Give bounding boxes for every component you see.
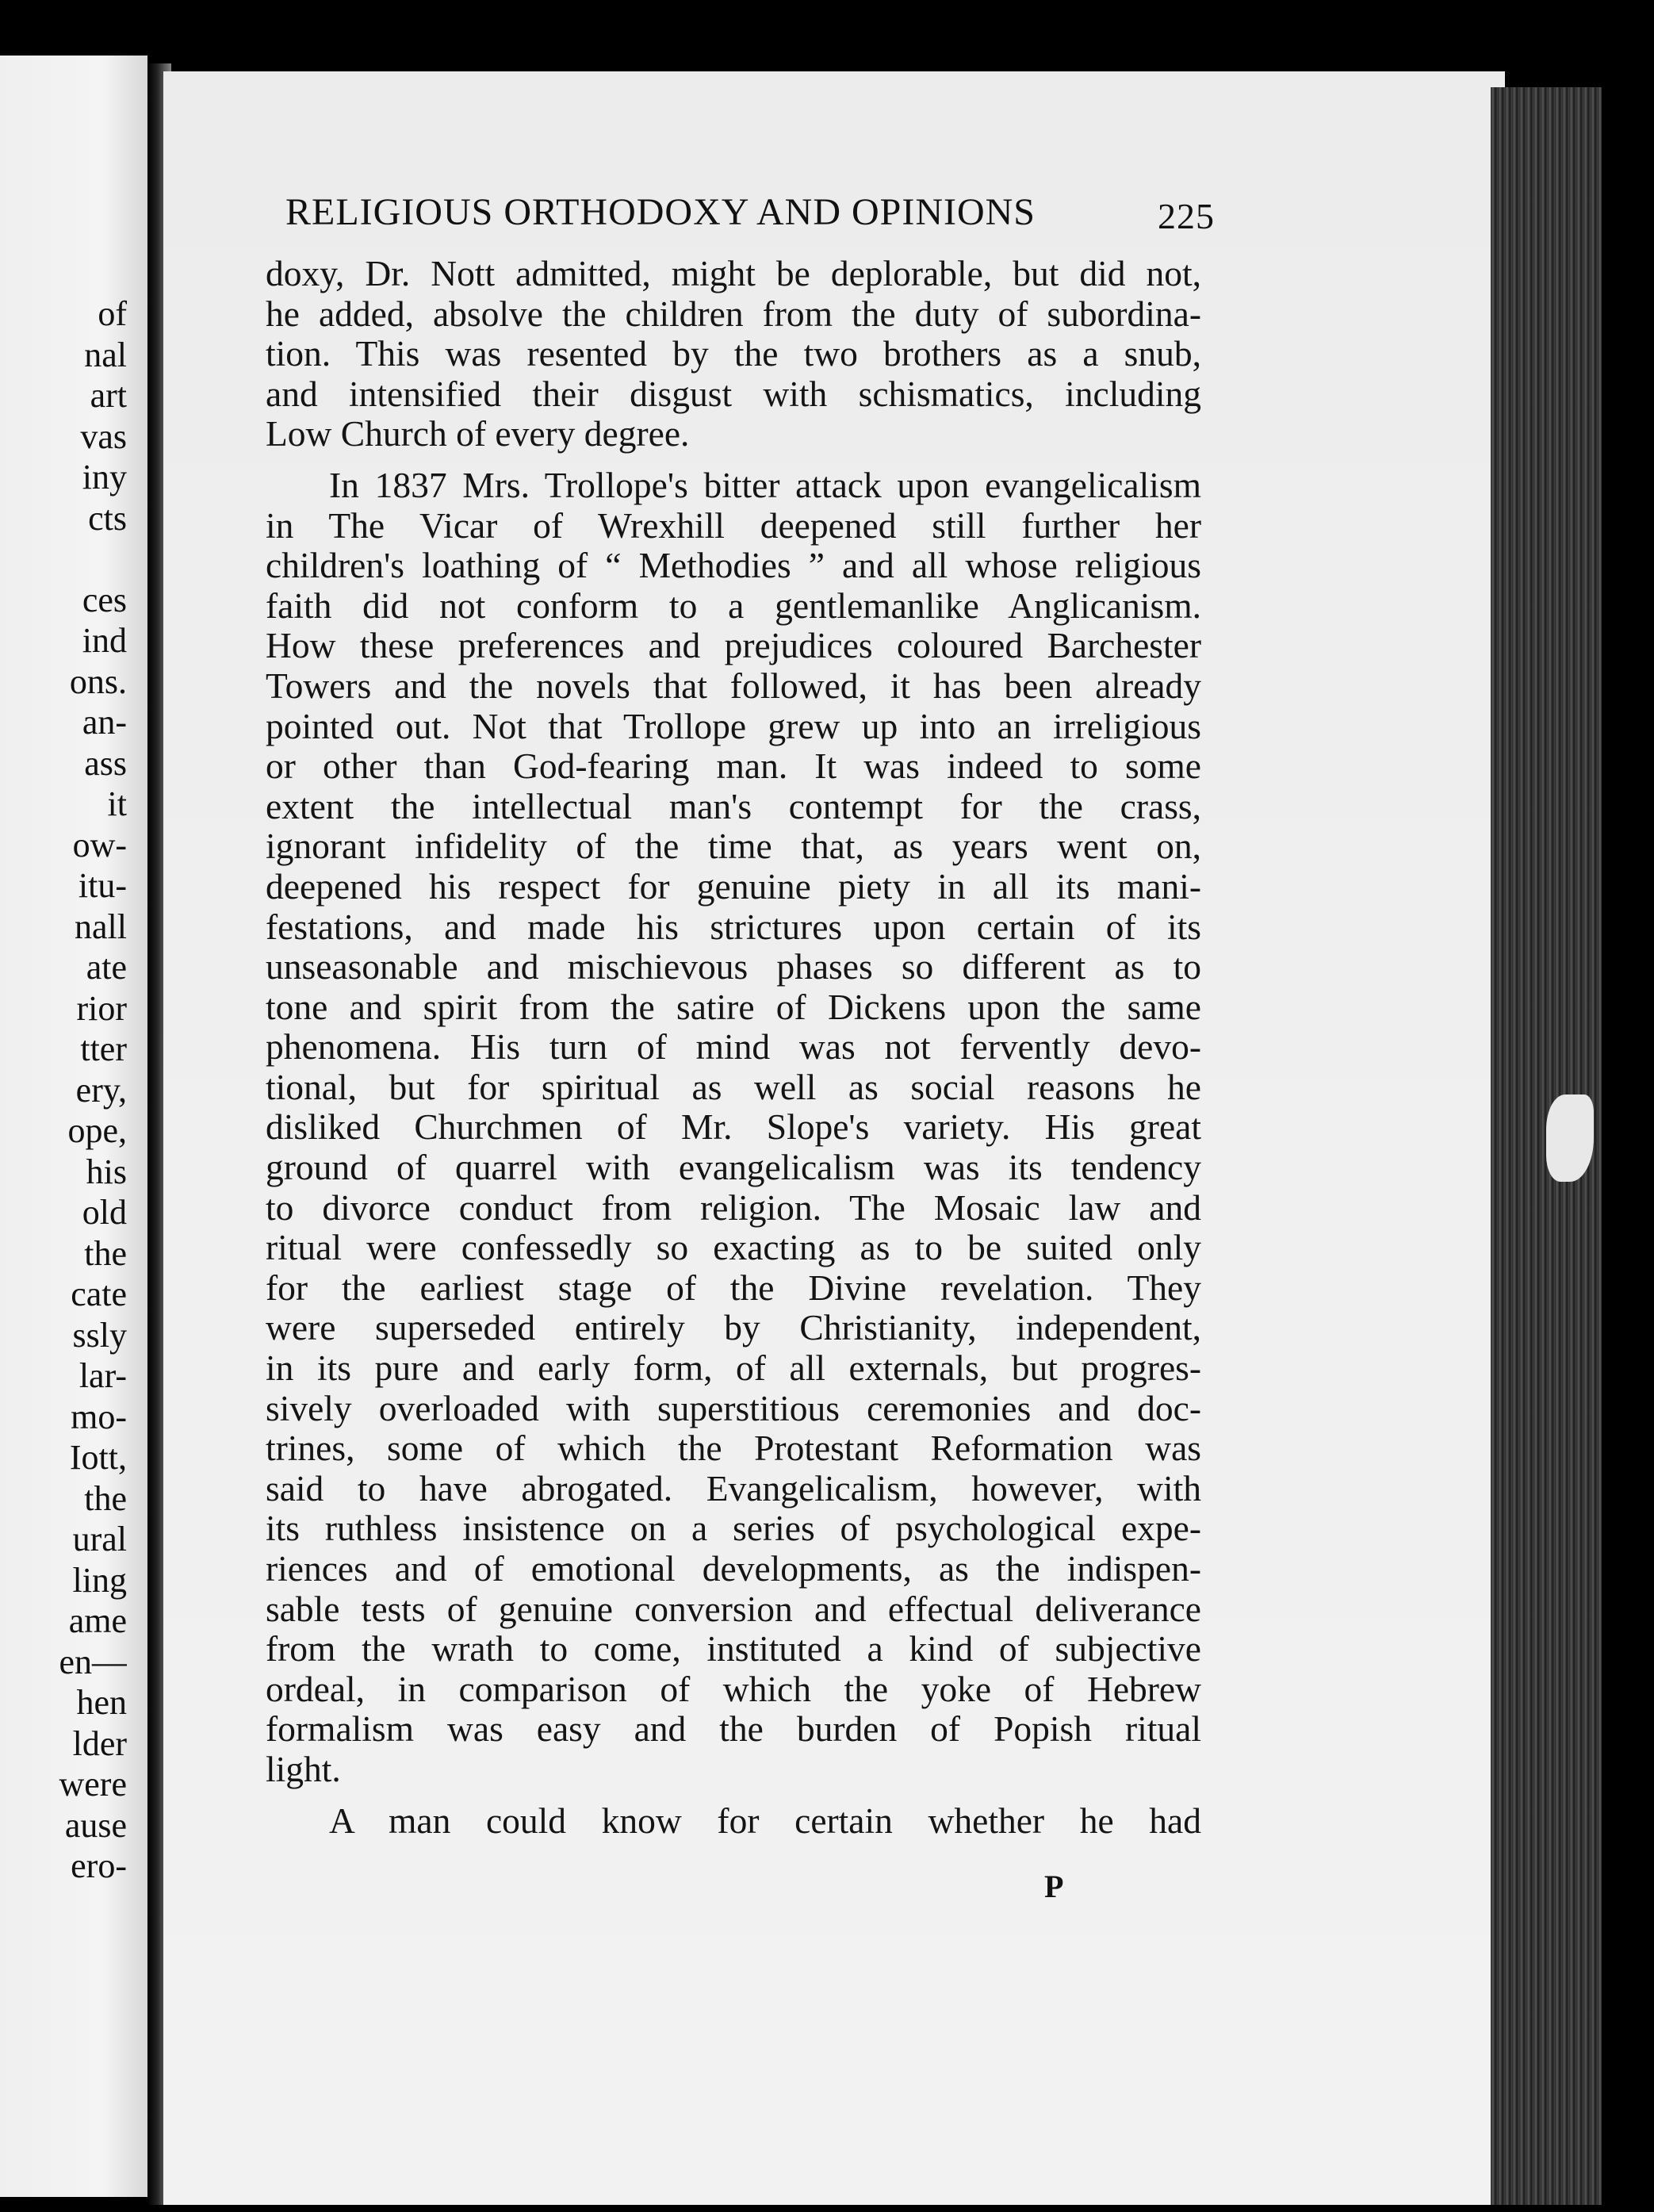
text-line: ordeal, in comparison of which the yoke of Hebrew: [266, 1668, 1201, 1709]
text-line: its ruthless insistence on a series of psychological expe-: [266, 1508, 1201, 1549]
text-line: A man could know for certain whether he had: [329, 1800, 1201, 1841]
book-fore-edge: [1491, 87, 1602, 2205]
text-line: sable tests of genuine conversion and effectual deliverance: [266, 1588, 1201, 1629]
text-line: he added, absolve the children from the duty of subordina-: [266, 293, 1201, 334]
text-line: formalism was easy and the burden of Popish ritual: [266, 1708, 1201, 1750]
previous-page-fragment: ons.: [69, 661, 127, 701]
text-line: extent the intellectual man's contempt for the crass,: [266, 785, 1201, 826]
previous-page-fragment: ind: [82, 621, 127, 660]
previous-page-fragment: nal: [84, 335, 127, 374]
previous-page-text-edge: [0, 293, 127, 1887]
previous-page-fragment: [0, 539, 127, 580]
previous-page-fragment: it: [107, 784, 127, 823]
previous-page-fragment: his: [86, 1152, 127, 1191]
previous-page-fragment: were: [59, 1765, 127, 1804]
text-line: light.: [266, 1748, 341, 1789]
text-line: doxy, Dr. Nott admitted, might be deplorable, but did not,: [266, 253, 1201, 293]
previous-page-fragment: Iott,: [69, 1438, 127, 1477]
previous-page-fragment: ause: [64, 1805, 127, 1845]
text-line: sively overloaded with superstitious ceremonies and doc-: [266, 1387, 1201, 1428]
text-line: in its pure and early form, of all externals, but progres-: [266, 1348, 1201, 1389]
text-line: pointed out. Not that Trollope grew up into an irreligious: [266, 705, 1201, 746]
text-line: and intensified their disgust with schismatics, including: [266, 373, 1201, 414]
previous-page-fragment: ate: [86, 948, 127, 987]
previous-page-fragment: ero-: [71, 1846, 127, 1885]
previous-page-fragment: ope,: [67, 1111, 127, 1150]
previous-page: [0, 56, 147, 2197]
text-line: How these preferences and prejudices coloured Barchester: [266, 625, 1201, 666]
text-line: faith did not conform to a gentlemanlike Anglicanism.: [266, 585, 1201, 626]
previous-page-fragment: the: [84, 1233, 127, 1273]
previous-page-fragment: iny: [82, 458, 127, 496]
body-text: [266, 254, 1201, 1841]
page-number: 225: [1158, 196, 1215, 236]
previous-page-fragment: tter: [80, 1029, 127, 1068]
previous-page-fragment: mo-: [71, 1397, 127, 1436]
signature-mark: P: [1044, 1869, 1064, 1904]
previous-page-fragment: rior: [76, 988, 127, 1028]
previous-page-fragment: ass: [84, 743, 127, 783]
previous-page-fragment: cts: [88, 498, 127, 538]
text-line: for the earliest stage of the Divine revelation. They: [266, 1267, 1201, 1308]
previous-page-fragment: old: [82, 1193, 127, 1232]
text-line: ground of quarrel with evangelicalism was its tendency: [266, 1147, 1201, 1188]
page-tear: [1546, 1094, 1594, 1182]
text-line: from the wrath to come, instituted a kind of subjective: [266, 1628, 1201, 1670]
previous-page-fragment: vas: [80, 416, 127, 456]
previous-page-fragment: ces: [82, 580, 127, 619]
text-line: said to have abrogated. Evangelicalism, however, with: [266, 1467, 1201, 1509]
previous-page-fragment: lder: [72, 1723, 127, 1763]
previous-page-fragment: ssly: [72, 1315, 127, 1355]
previous-page-fragment: hen: [76, 1683, 127, 1722]
previous-page-fragment: ural: [72, 1520, 127, 1558]
previous-page-fragment: the: [84, 1478, 127, 1518]
text-line: Low Church of every degree.: [266, 413, 690, 454]
text-line: deepened his respect for genuine piety in all its mani-: [266, 865, 1201, 907]
text-line: or other than God-fearing man. It was indeed to some: [266, 746, 1201, 787]
text-line: tional, but for spiritual as well as social reasons he: [266, 1066, 1201, 1107]
previous-page-fragment: ery,: [75, 1070, 127, 1110]
previous-page-fragment: en—: [59, 1642, 127, 1681]
text-line: disliked Churchmen of Mr. Slope's variety. His great: [266, 1106, 1201, 1148]
text-line: tion. This was resented by the two brothers as a snub,: [266, 333, 1201, 374]
text-line: riences and of emotional developments, as the indispen-: [266, 1548, 1201, 1589]
text-line: ritual were confessedly so exacting as to be suited only: [266, 1227, 1201, 1268]
previous-page-fragment: lar-: [78, 1356, 127, 1395]
previous-page-fragment: nall: [75, 907, 127, 946]
text-line: In 1837 Mrs. Trollope's bitter attack upon evangelicalism: [329, 464, 1201, 505]
text-line: in The Vicar of Wrexhill deepened still further her: [266, 504, 1201, 546]
previous-page-fragment: itu-: [78, 866, 127, 905]
text-line: were superseded entirely by Christianity, independent,: [266, 1307, 1201, 1348]
text-line: Towers and the novels that followed, it has been already: [266, 665, 1201, 706]
previous-page-fragment: ow-: [72, 825, 127, 864]
text-line: to divorce conduct from religion. The Mosaic law and: [266, 1187, 1201, 1228]
text-line: phenomena. His turn of mind was not fervently devo-: [266, 1026, 1201, 1068]
running-head-title: RELIGIOUS ORTHODOXY AND OPINIONS: [285, 191, 1036, 233]
text-line: ignorant infidelity of the time that, as years went on,: [266, 826, 1201, 867]
text-line: trines, some of which the Protestant Reformation was: [266, 1428, 1201, 1469]
previous-page-fragment: of: [98, 294, 127, 333]
previous-page-fragment: an-: [82, 703, 127, 742]
text-line: unseasonable and mischievous phases so different as to: [266, 946, 1201, 987]
previous-page-fragment: cate: [71, 1275, 127, 1313]
previous-page-fragment: art: [90, 376, 127, 415]
text-line: children's loathing of “ Methodies ” and all whose religious: [266, 545, 1201, 586]
previous-page-fragment: ling: [72, 1560, 127, 1600]
text-line: tone and spirit from the satire of Dickens upon the same: [266, 986, 1201, 1027]
previous-page-fragment: ame: [68, 1601, 127, 1640]
running-head: [285, 190, 1237, 234]
text-line: festations, and made his strictures upon certain of its: [266, 906, 1201, 947]
